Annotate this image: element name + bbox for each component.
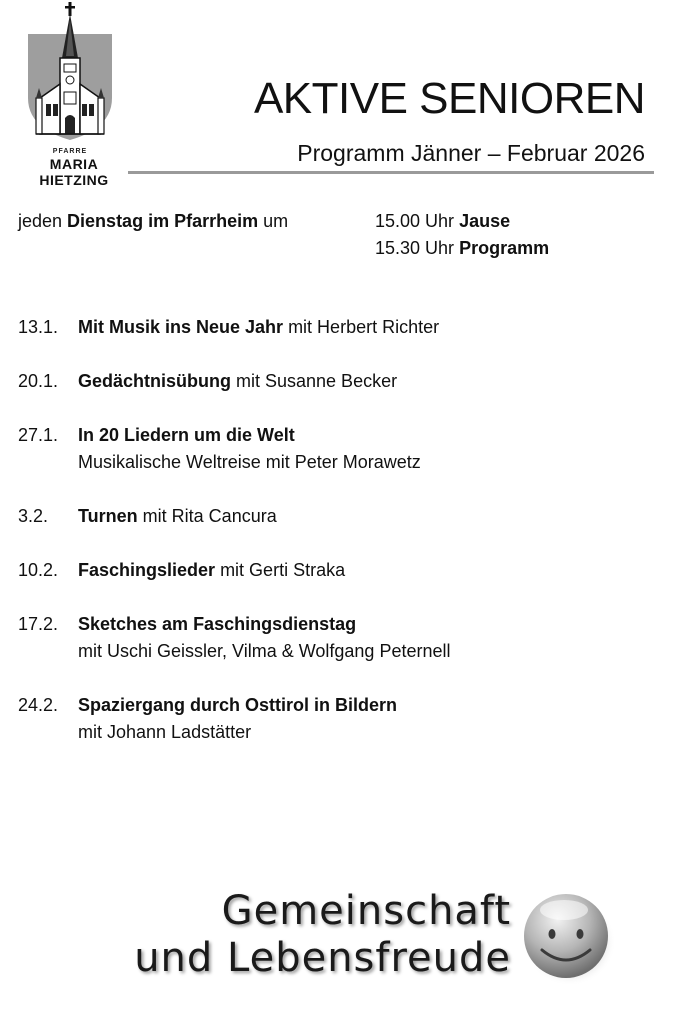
- intro-day: Dienstag im Pfarrheim: [67, 211, 259, 231]
- event-date: 10.2.: [18, 560, 59, 580]
- event-item: [18, 503, 658, 530]
- event-body: [78, 314, 658, 341]
- intro-schedule: [375, 208, 549, 262]
- event-description: mit Uschi Geissler, Vilma & Wolfgang Peternell: [78, 641, 451, 661]
- event-title: Mit Musik ins Neue Jahr: [78, 317, 284, 337]
- event-host: mit Herbert Richter: [283, 317, 440, 337]
- event-item: [18, 368, 658, 395]
- event-title: Sketches am Faschingsdienstag: [78, 614, 357, 634]
- event-host: mit Susanne Becker: [231, 371, 398, 391]
- event-title: In 20 Liedern um die Welt: [78, 425, 295, 445]
- event-date: 3.2.: [18, 506, 49, 526]
- event-list: [18, 314, 658, 773]
- schedule-row: [375, 235, 549, 262]
- event-item: [18, 611, 658, 665]
- slogan-line-1: Gemeinschaft: [221, 888, 511, 934]
- event-title: Spaziergang durch Osttirol in Bildern: [78, 695, 398, 715]
- schedule-row: [375, 208, 549, 235]
- smiley-icon: [516, 888, 620, 988]
- event-body: [78, 557, 658, 584]
- intro-text: [18, 208, 288, 235]
- event-body: [78, 368, 658, 395]
- event-body: [78, 692, 658, 746]
- page-subtitle: Programm Jänner – Februar 2026: [297, 140, 645, 166]
- schedule-label: Programm: [459, 238, 550, 258]
- event-date: 20.1.: [18, 371, 59, 391]
- event-item: [18, 422, 658, 476]
- event-item: [18, 692, 658, 746]
- event-title: Turnen: [78, 506, 138, 526]
- event-date: 27.1.: [18, 425, 59, 445]
- slogan-line-2: und Lebensfreude: [134, 935, 511, 981]
- schedule-time: 15.30 Uhr: [375, 238, 460, 258]
- event-date: 17.2.: [18, 614, 59, 634]
- event-date: 13.1.: [18, 317, 59, 337]
- logo-parish-name: MARIA HIETZING: [39, 156, 109, 188]
- event-body: [78, 422, 658, 476]
- logo-small-text: PFARRE: [52, 148, 88, 155]
- schedule-time: 15.00 Uhr: [375, 211, 460, 231]
- event-description: Musikalische Weltreise mit Peter Morawetz: [78, 452, 421, 472]
- event-title: Gedächtnisübung: [78, 371, 231, 391]
- event-body: [78, 611, 658, 665]
- event-body: [78, 503, 658, 530]
- event-item: [18, 314, 658, 341]
- event-item: [18, 557, 658, 584]
- schedule-label: Jause: [459, 211, 511, 231]
- event-host: mit Gerti Straka: [215, 560, 346, 580]
- event-title: Faschingslieder: [78, 560, 216, 580]
- church-icon: [26, 0, 114, 146]
- event-description: mit Johann Ladstätter: [78, 722, 252, 742]
- parish-logo: [14, 0, 126, 188]
- slogan: [134, 888, 511, 982]
- intro-suffix: um: [258, 211, 289, 231]
- event-host: mit Rita Cancura: [137, 506, 277, 526]
- page-title: AKTIVE SENIOREN: [253, 74, 645, 123]
- header-divider: [128, 171, 654, 174]
- intro-prefix: jeden: [18, 211, 68, 231]
- event-date: 24.2.: [18, 695, 59, 715]
